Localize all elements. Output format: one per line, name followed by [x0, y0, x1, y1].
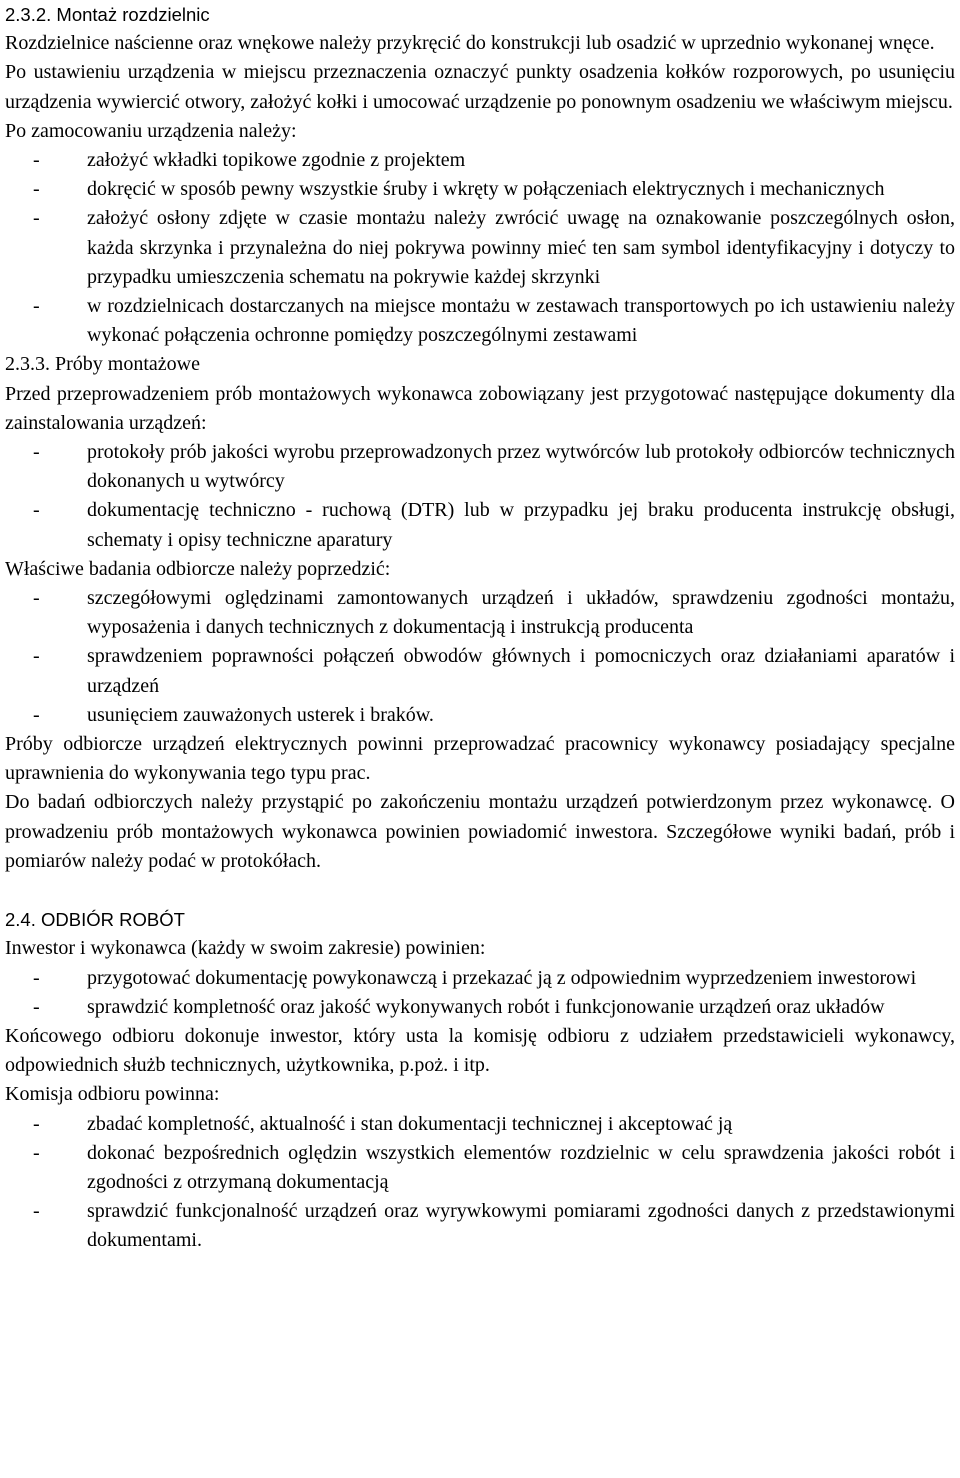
list-marker: - [33, 587, 40, 610]
list-item: - zbadać kompletność, aktualność i stan dokumentacji technicznej i akceptować ją [5, 1110, 955, 1139]
paragraph: Próby odbiorcze urządzeń elektrycznych powinni przeprowadzać pracownicy wykonawcy posiadający specjalne uprawnienia do wykonywania tego typu prac. [5, 733, 955, 785]
list-marker: - [33, 703, 40, 726]
list-marker: - [33, 178, 40, 201]
section-heading-2-3-2: 2.3.2. Montaż rozdzielnic [5, 4, 210, 25]
section-heading-2-4: 2.4. ODBIÓR ROBÓT [5, 909, 185, 931]
paragraph: Rozdzielnice naścienne oraz wnękowe należy przykręcić do konstrukcji lub osadzić w uprzednio wykonanej wnęce. [5, 32, 935, 55]
paragraph: Końcowego odbioru dokonuje inwestor, który usta la komisję odbioru z udziałem przedstawicieli wykonawcy, odpowiednich służb technicznych, użytkownika, p.poż. i itp. [5, 1024, 955, 1077]
paragraph: Przed przeprowadzeniem prób montażowych wykonawca zobowiązany jest przygotować następujące dokumenty dla zainstalowania urządzeń: [5, 382, 955, 434]
list-marker: - [33, 1200, 40, 1223]
bullet-list [5, 1110, 955, 1256]
list-marker: - [33, 995, 40, 1018]
list-item: - dokręcić w sposób pewny wszystkie śruby i wkręty w połączeniach elektrycznych i mechanicznych [5, 175, 955, 204]
list-marker: - [33, 441, 40, 464]
list-marker: - [33, 1112, 40, 1135]
list-marker: - [33, 1141, 40, 1164]
paragraph: Po zamocowaniu urządzenia należy: [5, 119, 297, 142]
list-item: - protokoły prób jakości wyrobu przeprowadzonych przez wytwórców lub protokoły odbiorców technicznych dokonanych u wytwórcy [5, 438, 955, 496]
bullet-list [5, 584, 955, 730]
list-item: - założyć wkładki topikowe zgodnie z projektem [5, 146, 955, 175]
list-item: - w rozdzielnicach dostarczanych na miejsce montażu w zestawach transportowych po ich ustawieniu należy wykonać połączenia ochronne pomiędzy poszczególnymi zestawami [5, 292, 955, 350]
paragraph: Komisja odbioru powinna: [5, 1083, 220, 1106]
list-item: - dokumentację techniczno - ruchową (DTR) lub w przypadku jej braku producenta instrukcję obsługi, schematy i opisy techniczne aparatury [5, 496, 955, 554]
list-marker: - [33, 499, 40, 522]
list-item: - sprawdzić funkcjonalność urządzeń oraz wyrywkowymi pomiarami zgodności danych z przedstawionymi dokumentami. [5, 1197, 955, 1255]
paragraph: Do badań odbiorczych należy przystąpić po zakończeniu montażu urządzeń potwierdzonym przez wykonawcę. O prowadzeniu prób montażowych wykonawca powinien powiadomić inwestora. Szczegółowe wyniki badań, prób i pomiarów należy podać w protokółach. [5, 791, 955, 872]
paragraph: Po ustawieniu urządzenia w miejscu przeznaczenia oznaczyć punkty osadzenia kołków rozporowych, po usunięciu urządzenia wywiercić otwory, założyć kołki i umocować urządzenie po ponownym osadzeniu we właściwym miejscu. [5, 61, 955, 113]
bullet-list [5, 964, 955, 1022]
list-item: - dokonać bezpośrednich oględzin wszystkich elementów rozdzielnic w celu sprawdzenia jakości robót i zgodności z otrzymaną dokumentacją [5, 1139, 955, 1197]
list-item: - przygotować dokumentację powykonawczą i przekazać ją z odpowiednim wyprzedzeniem inwestorowi [5, 964, 955, 993]
paragraph: Właściwe badania odbiorcze należy poprzedzić: [5, 557, 391, 580]
list-marker: - [33, 149, 40, 172]
list-marker: - [33, 645, 40, 668]
bullet-list [5, 146, 955, 350]
list-item: - usunięciem zauważonych usterek i braków. [5, 701, 955, 730]
bullet-list [5, 438, 955, 555]
list-marker: - [33, 295, 40, 318]
section-heading-2-3-3: 2.3.3. Próby montażowe [5, 353, 200, 376]
list-marker: - [33, 966, 40, 989]
list-item: - szczegółowymi oględzinami zamontowanych urządzeń i układów, sprawdzeniu zgodności montażu, wyposażenia i danych technicznych z dokumentacją i instrukcją producenta [5, 584, 955, 642]
list-item: - sprawdzeniem poprawności połączeń obwodów głównych i pomocniczych oraz działaniami aparatów i urządzeń [5, 642, 955, 700]
paragraph: Inwestor i wykonawca (każdy w swoim zakresie) powinien: [5, 937, 486, 960]
list-marker: - [33, 207, 40, 230]
section-spacer [5, 876, 955, 905]
list-item: - sprawdzić kompletność oraz jakość wykonywanych robót i funkcjonowanie urządzeń oraz układów [5, 993, 955, 1022]
list-item: - założyć osłony zdjęte w czasie montażu należy zwrócić uwagę na oznakowanie poszczególnych osłon, każda skrzynka i przynależna do niej pokrywa powinny mieć ten sam symbol identyfikacyjny i dotyczy to przypadku umieszczenia schematu na pokrywie każdej skrzynki [5, 204, 955, 292]
